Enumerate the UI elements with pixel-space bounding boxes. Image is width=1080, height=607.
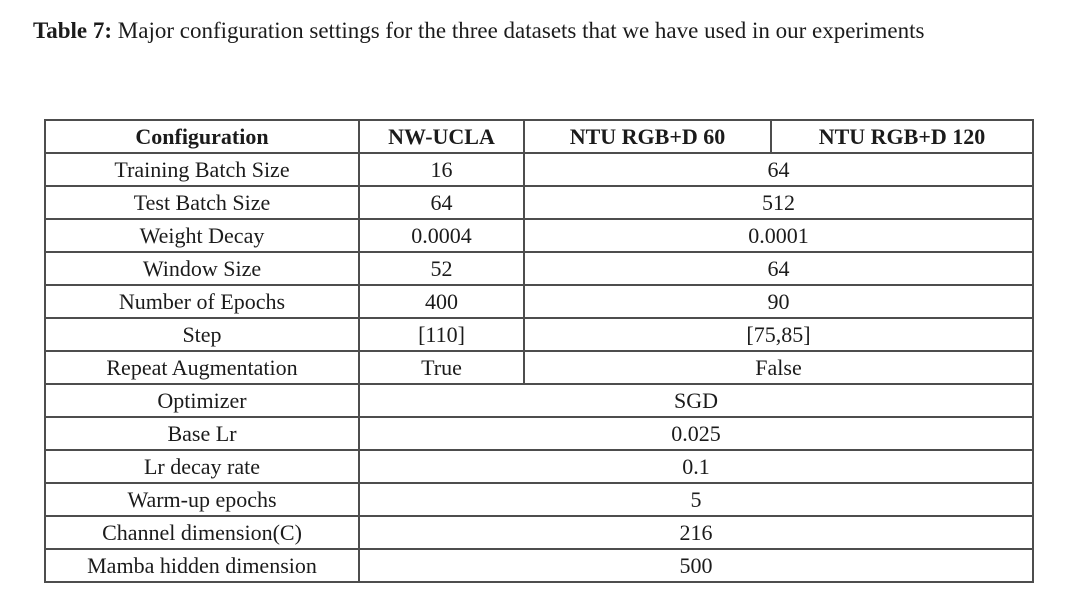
row-label: Repeat Augmentation	[45, 351, 359, 384]
row-value-ntu: 64	[524, 153, 1033, 186]
row-value-all: SGD	[359, 384, 1033, 417]
row-label: Number of Epochs	[45, 285, 359, 318]
header-nw-ucla: NW-UCLA	[359, 120, 524, 153]
table-caption	[33, 14, 1047, 47]
table-row	[45, 252, 1033, 285]
table-row	[45, 318, 1033, 351]
table-row	[45, 186, 1033, 219]
table-row	[45, 384, 1033, 417]
row-label: Lr decay rate	[45, 450, 359, 483]
row-value-nw-ucla: 16	[359, 153, 524, 186]
row-value-nw-ucla: 64	[359, 186, 524, 219]
table-row	[45, 549, 1033, 582]
row-value-all: 5	[359, 483, 1033, 516]
configuration-table	[44, 119, 1034, 583]
row-label: Warm-up epochs	[45, 483, 359, 516]
row-label: Channel dimension(C)	[45, 516, 359, 549]
table-row	[45, 516, 1033, 549]
row-value-nw-ucla: 400	[359, 285, 524, 318]
table-row	[45, 219, 1033, 252]
row-value-ntu: [75,85]	[524, 318, 1033, 351]
caption-label: Table 7:	[33, 18, 113, 43]
row-value-ntu: 64	[524, 252, 1033, 285]
row-value-ntu: 0.0001	[524, 219, 1033, 252]
table-row	[45, 417, 1033, 450]
row-value-nw-ucla: 0.0004	[359, 219, 524, 252]
row-value-nw-ucla: True	[359, 351, 524, 384]
row-value-nw-ucla: [110]	[359, 318, 524, 351]
header-ntu-rgbd-120: NTU RGB+D 120	[771, 120, 1033, 153]
table-row	[45, 450, 1033, 483]
table-row	[45, 351, 1033, 384]
row-label: Weight Decay	[45, 219, 359, 252]
caption-text: Major configuration settings for the three datasets that we have used in our experiments	[117, 18, 925, 43]
row-label: Base Lr	[45, 417, 359, 450]
row-value-all: 500	[359, 549, 1033, 582]
row-value-ntu: False	[524, 351, 1033, 384]
row-value-nw-ucla: 52	[359, 252, 524, 285]
row-label: Mamba hidden dimension	[45, 549, 359, 582]
row-value-all: 0.1	[359, 450, 1033, 483]
row-label: Test Batch Size	[45, 186, 359, 219]
row-label: Training Batch Size	[45, 153, 359, 186]
row-label: Window Size	[45, 252, 359, 285]
row-label: Optimizer	[45, 384, 359, 417]
table-row	[45, 483, 1033, 516]
table-row	[45, 153, 1033, 186]
row-value-ntu: 90	[524, 285, 1033, 318]
row-value-all: 216	[359, 516, 1033, 549]
header-row	[45, 120, 1033, 153]
table-row	[45, 285, 1033, 318]
row-label: Step	[45, 318, 359, 351]
header-configuration: Configuration	[45, 120, 359, 153]
header-ntu-rgbd-60: NTU RGB+D 60	[524, 120, 771, 153]
row-value-all: 0.025	[359, 417, 1033, 450]
row-value-ntu: 512	[524, 186, 1033, 219]
